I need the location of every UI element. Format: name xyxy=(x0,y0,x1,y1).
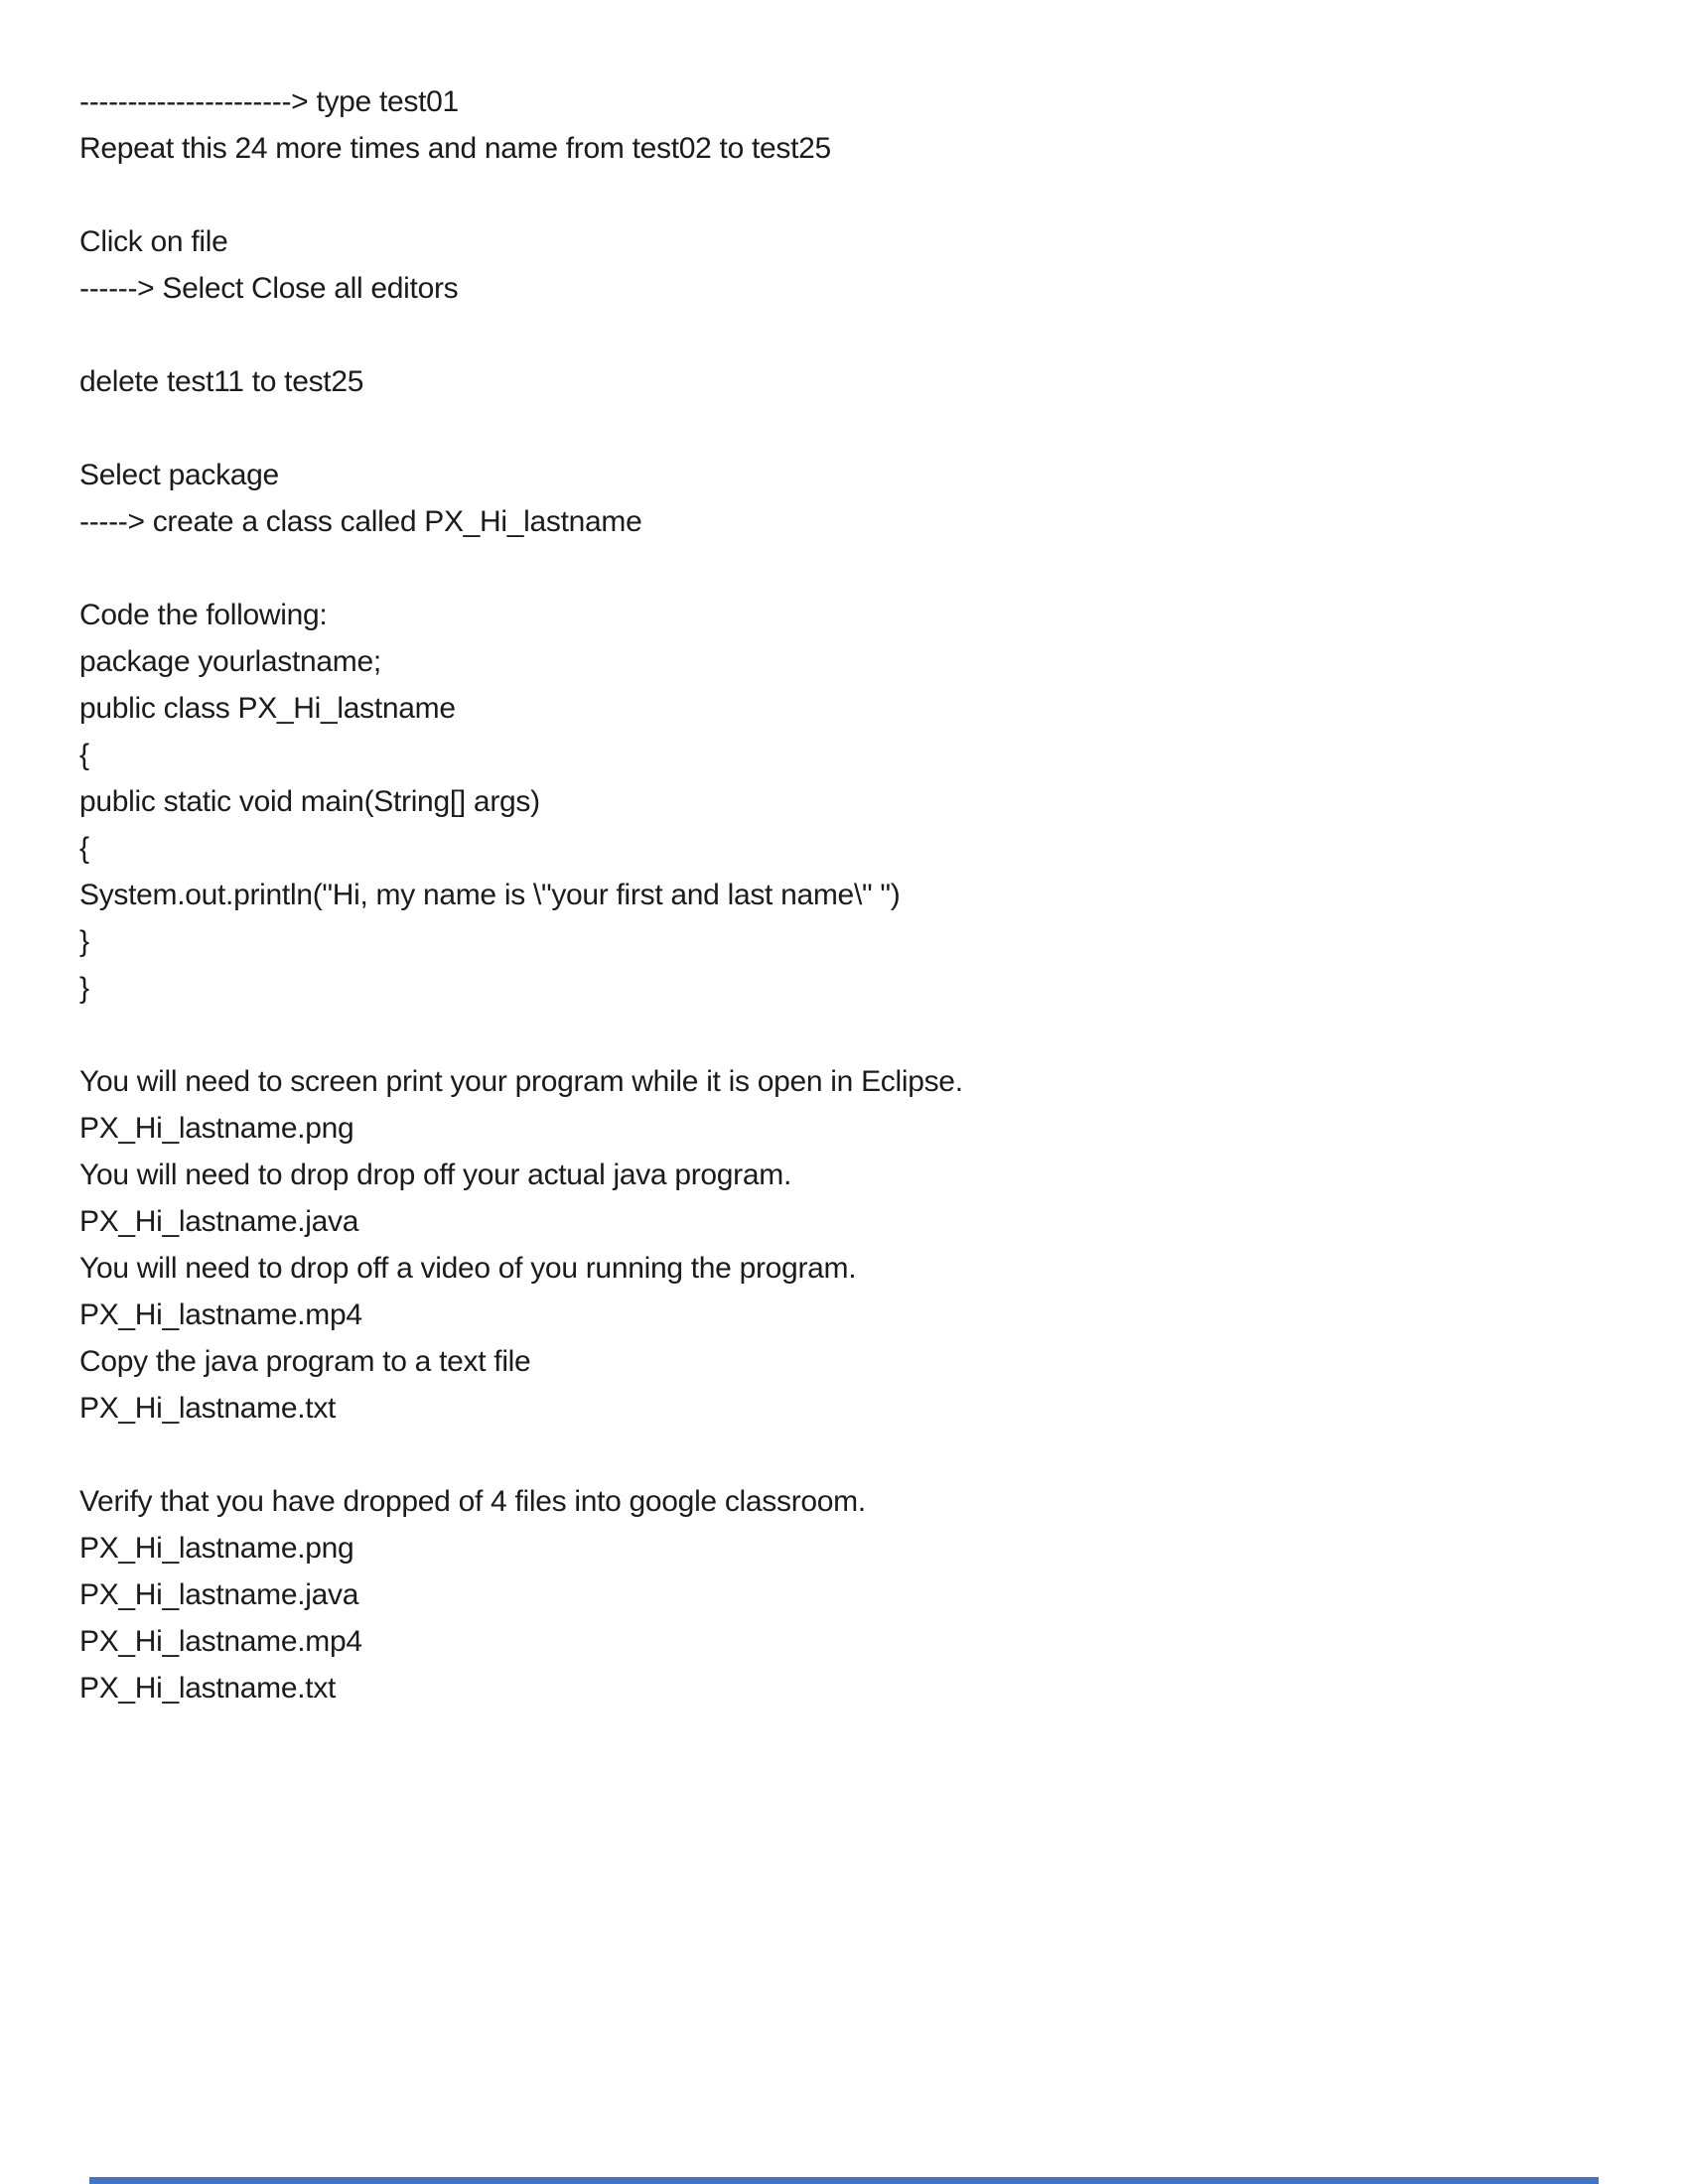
text-line: PX_Hi_lastname.png xyxy=(79,1532,354,1565)
text-line xyxy=(79,405,1648,452)
text-line: PX_Hi_lastname.png xyxy=(79,1112,354,1145)
text-line: public class PX_Hi_lastname xyxy=(79,692,456,725)
text-line: public static void main(String[] args) xyxy=(79,785,540,818)
text-line: { xyxy=(79,832,89,865)
text-line: ----------------------> type test01 xyxy=(79,85,459,118)
text-line: PX_Hi_lastname.java xyxy=(79,1578,359,1611)
text-line: PX_Hi_lastname.txt xyxy=(79,1672,337,1705)
text-line: Repeat this 24 more times and name from test02 to test25 xyxy=(79,132,831,165)
text-line: } xyxy=(79,972,89,1005)
text-line xyxy=(79,312,1648,358)
text-line: PX_Hi_lastname.mp4 xyxy=(79,1625,362,1658)
text-line: PX_Hi_lastname.txt xyxy=(79,1392,337,1425)
text-line xyxy=(79,1012,1648,1058)
text-line: Click on file xyxy=(79,225,228,258)
text-line: You will need to drop drop off your actual java program. xyxy=(79,1159,791,1191)
text-line: PX_Hi_lastname.mp4 xyxy=(79,1298,362,1331)
text-line: -----> create a class called PX_Hi_lastname xyxy=(79,505,642,538)
text-line: PX_Hi_lastname.java xyxy=(79,1205,359,1238)
text-line: } xyxy=(79,925,89,958)
text-line: You will need to screen print your program while it is open in Eclipse. xyxy=(79,1065,963,1098)
text-line xyxy=(79,1432,1648,1478)
text-line: Code the following: xyxy=(79,599,328,631)
text-line xyxy=(79,172,1648,218)
text-line: Copy the java program to a text file xyxy=(79,1345,531,1378)
text-line: delete test11 to test25 xyxy=(79,365,364,398)
document-text xyxy=(79,78,1648,1711)
text-line: ------> Select Close all editors xyxy=(79,272,459,305)
text-line: Verify that you have dropped of 4 files into google classroom. xyxy=(79,1485,866,1518)
text-line: You will need to drop off a video of you running the program. xyxy=(79,1252,857,1285)
text-line: { xyxy=(79,739,89,771)
text-line: Select package xyxy=(79,459,279,491)
text-line: System.out.println("Hi, my name is \"your first and last name\" ") xyxy=(79,879,901,911)
bottom-blue-bar xyxy=(89,2177,1599,2184)
text-line: package yourlastname; xyxy=(79,645,381,678)
text-line xyxy=(79,545,1648,592)
